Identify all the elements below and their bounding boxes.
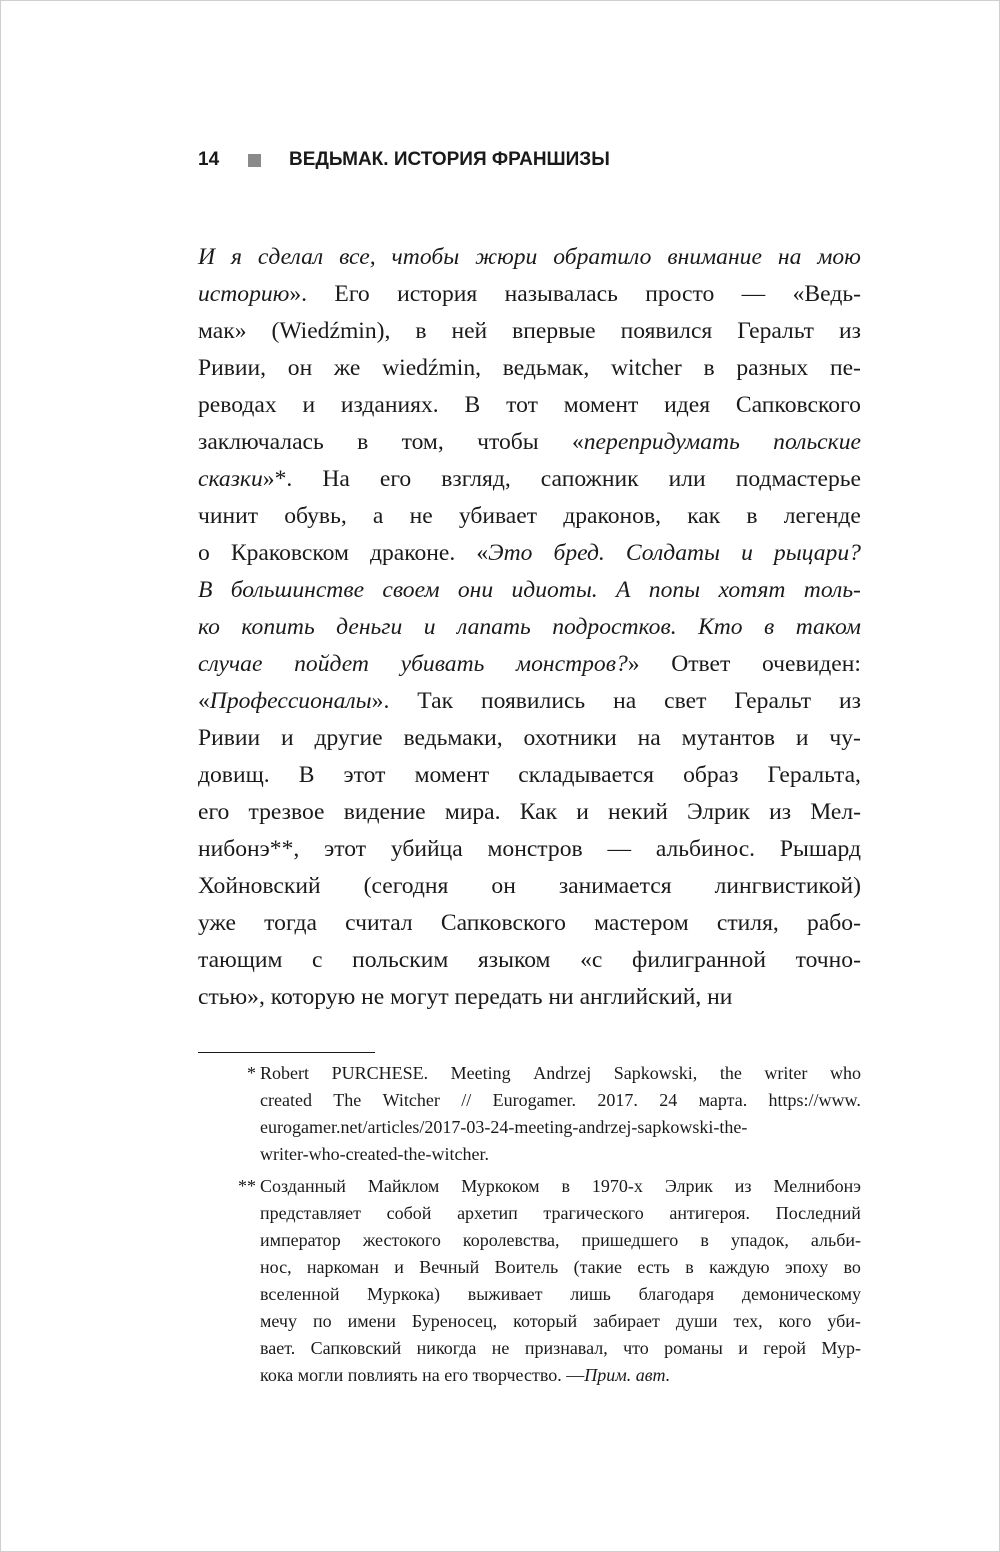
- word: разных: [736, 355, 809, 381]
- word: этот: [343, 762, 386, 788]
- footnote-line: [260, 1335, 861, 1362]
- word: Вечный: [419, 1257, 480, 1277]
- word: Элрик: [664, 1176, 713, 1196]
- word: —: [607, 836, 632, 862]
- word: Элрик: [687, 799, 750, 825]
- footnote-line: [260, 1141, 861, 1168]
- italic-run: Прим. авт.: [584, 1365, 671, 1385]
- word: Ривии,: [198, 355, 267, 381]
- word: другие: [314, 725, 383, 751]
- footnote-line: [260, 1200, 861, 1227]
- word: 24: [659, 1090, 678, 1110]
- word: довищ.: [198, 762, 270, 788]
- text-line: [198, 609, 861, 646]
- word: никогда: [416, 1338, 477, 1358]
- word: образ: [683, 762, 739, 788]
- word: внимание: [667, 244, 762, 270]
- word: лингвистикой): [714, 873, 861, 899]
- word: толь-: [803, 577, 861, 603]
- word: польским: [352, 947, 449, 973]
- word: эпоху: [784, 1257, 829, 1277]
- word: 1970-х: [591, 1176, 643, 1196]
- word: «Профессионалы».: [198, 688, 390, 714]
- word: или: [668, 466, 706, 492]
- word: вает.: [260, 1338, 296, 1358]
- word: заключалась: [198, 429, 324, 455]
- footnote-line: [260, 1114, 861, 1141]
- footnote-mark: *: [247, 1063, 256, 1083]
- word: души: [675, 1311, 718, 1331]
- word: монстров: [487, 836, 583, 862]
- word: альбинос.: [655, 836, 756, 862]
- word: ведьмаки,: [403, 725, 503, 751]
- word: история: [397, 281, 478, 307]
- word: writer: [764, 1063, 808, 1083]
- word: 2017.: [597, 1090, 638, 1110]
- word: в: [685, 1257, 694, 1277]
- text-line: [198, 461, 861, 498]
- word: Созданный: [260, 1176, 346, 1196]
- word: я: [231, 244, 242, 270]
- text-line: [198, 905, 861, 942]
- word: (сегодня: [363, 873, 449, 899]
- word: а: [372, 503, 384, 529]
- word: мастером: [594, 910, 689, 936]
- word: демоническому: [741, 1284, 861, 1304]
- word: о: [198, 540, 210, 566]
- word: и: [394, 1257, 404, 1277]
- word: благодаря: [638, 1284, 715, 1304]
- word: //: [461, 1090, 472, 1110]
- word: Ответ: [671, 651, 731, 677]
- word: (такие: [573, 1257, 623, 1277]
- word: изданиях.: [340, 392, 439, 418]
- word: филигранной: [632, 947, 766, 973]
- word: уби-: [827, 1311, 861, 1331]
- word: Сапковский: [310, 1338, 402, 1358]
- word: чинит: [198, 503, 259, 529]
- footnote-line: [260, 1173, 861, 1200]
- word: из: [839, 688, 861, 714]
- word: жестокого: [362, 1230, 441, 1250]
- word: мечу: [260, 1311, 297, 1331]
- word: На: [322, 466, 350, 492]
- word: лапать: [457, 614, 531, 640]
- word: и: [302, 392, 316, 418]
- word: и: [741, 540, 753, 566]
- word: «перепридумать: [571, 429, 740, 455]
- text-line: [198, 498, 861, 535]
- word: идиоты.: [511, 577, 598, 603]
- word: Ривии: [198, 725, 261, 751]
- word: на: [613, 688, 637, 714]
- word: не: [491, 1338, 510, 1358]
- word: «с: [580, 947, 603, 973]
- word: архетип: [457, 1203, 518, 1223]
- word: в: [415, 318, 427, 344]
- word: Муркока): [367, 1284, 441, 1304]
- footnote-line: [260, 1281, 861, 1308]
- word: пришедшего: [581, 1230, 679, 1250]
- word: wiedźmin,: [382, 355, 482, 381]
- word: в: [746, 503, 758, 529]
- word: Andrzej: [533, 1063, 592, 1083]
- word: таком: [795, 614, 861, 640]
- word: Мел-: [810, 799, 861, 825]
- footnote-line: [260, 1362, 861, 1389]
- text-line: [198, 942, 861, 979]
- word: Sapkowski,: [613, 1063, 698, 1083]
- word: попы: [648, 577, 701, 603]
- word: Краковском: [230, 540, 349, 566]
- word: деньги: [336, 614, 403, 640]
- word: не: [409, 503, 433, 529]
- word: имени: [347, 1311, 396, 1331]
- word: каждую: [709, 1257, 770, 1277]
- word: большинстве: [230, 577, 365, 603]
- word: чу-: [829, 725, 861, 751]
- text-line: [198, 868, 861, 905]
- word: представляет: [260, 1203, 361, 1223]
- word: убийца: [390, 836, 463, 862]
- word: в: [703, 355, 715, 381]
- word: Воитель: [494, 1257, 559, 1277]
- word: появились: [480, 688, 586, 714]
- word: и: [423, 614, 436, 640]
- text-line: [198, 572, 861, 609]
- word: рабо-: [807, 910, 861, 936]
- word: просто: [645, 281, 715, 307]
- word: из: [838, 318, 861, 344]
- text-line: [198, 831, 861, 868]
- footnote-line: [260, 1308, 861, 1335]
- word: The: [333, 1090, 362, 1110]
- word: сапожник: [540, 466, 639, 492]
- word: нибонэ**,: [198, 836, 300, 862]
- word: называлась: [504, 281, 618, 307]
- word: впервые: [512, 318, 596, 344]
- text-line: [198, 387, 861, 424]
- word: created: [260, 1090, 312, 1110]
- word: подмастерье: [735, 466, 861, 492]
- word: «Это: [476, 540, 533, 566]
- word: он: [491, 873, 516, 899]
- text-line: [198, 239, 861, 276]
- word: Мур-: [821, 1338, 861, 1358]
- footnotes: [198, 1060, 861, 1394]
- word: драконов,: [563, 503, 662, 529]
- footnote-line: [260, 1254, 861, 1281]
- word: Буреносец,: [411, 1311, 498, 1331]
- word: момент: [414, 762, 490, 788]
- word: тот: [506, 392, 538, 418]
- word: он: [287, 355, 313, 381]
- word: убивает: [458, 503, 538, 529]
- word: убивать: [400, 651, 485, 677]
- word: Последний: [775, 1203, 861, 1223]
- text-line: [198, 794, 861, 831]
- word: в: [357, 429, 369, 455]
- word: бред.: [553, 540, 605, 566]
- word: PURCHESE.: [331, 1063, 429, 1083]
- word: что: [623, 1338, 649, 1358]
- word: считал: [345, 910, 413, 936]
- word: и: [795, 725, 809, 751]
- word: eurogamer.net/articles/2017-03-24-meeting-andrzej-sapkowski-the-: [260, 1117, 748, 1137]
- word: император: [260, 1230, 341, 1250]
- word: и: [281, 725, 294, 751]
- word: на: [637, 725, 661, 751]
- text-line: [198, 720, 861, 757]
- word: хотят: [718, 577, 786, 603]
- word: в: [561, 1176, 570, 1196]
- word: сделал: [257, 244, 324, 270]
- word: все,: [339, 244, 376, 270]
- word: монстров?»: [516, 651, 640, 677]
- word: чтобы: [391, 244, 460, 270]
- text-line: [198, 535, 861, 572]
- word: Мелнибонэ: [773, 1176, 861, 1196]
- word: обувь,: [284, 503, 347, 529]
- word: обратило: [553, 244, 652, 270]
- text-run: кока могли повлиять на его творчество. —: [260, 1365, 585, 1385]
- word: ко: [198, 614, 220, 640]
- word: пойдет: [294, 651, 369, 677]
- word: занимается: [558, 873, 672, 899]
- word: трезвое: [248, 799, 325, 825]
- word: королевства,: [462, 1230, 560, 1250]
- word: Хойновский: [198, 873, 321, 899]
- word: реводах: [198, 392, 277, 418]
- text-line: [198, 350, 861, 387]
- word: the: [719, 1063, 742, 1083]
- square-bullet-icon: [248, 154, 261, 167]
- footnote-line: [260, 1227, 861, 1254]
- word: из: [734, 1176, 752, 1196]
- word: складывается: [518, 762, 654, 788]
- word: Как: [519, 799, 558, 825]
- word: копить: [241, 614, 315, 640]
- word: момент: [563, 392, 639, 418]
- word: польские: [773, 429, 861, 455]
- word: его: [198, 799, 230, 825]
- word: который: [513, 1311, 578, 1331]
- word: случае: [198, 651, 263, 677]
- word: точно-: [795, 947, 861, 973]
- word: ведьмак,: [502, 355, 590, 381]
- word: https://www.: [768, 1090, 861, 1110]
- word: языком: [477, 947, 551, 973]
- word: Robert: [260, 1063, 309, 1083]
- text-line: [198, 313, 861, 350]
- word: во: [843, 1257, 861, 1277]
- word: Геральт: [737, 318, 814, 344]
- word: видение: [343, 799, 426, 825]
- word: идея: [664, 392, 711, 418]
- footnote-line: [260, 1060, 861, 1087]
- word: в: [700, 1230, 709, 1250]
- word: стиля,: [716, 910, 779, 936]
- word: появился: [620, 318, 713, 344]
- word: подростков.: [552, 614, 677, 640]
- word: охотники: [523, 725, 617, 751]
- word: Солдаты: [625, 540, 721, 566]
- word: марта.: [698, 1090, 748, 1110]
- word: романы: [664, 1338, 723, 1358]
- word: пе-: [829, 355, 861, 381]
- word: И: [198, 244, 216, 270]
- footnote-divider: [198, 1052, 375, 1053]
- word: «Ведь-: [792, 281, 861, 307]
- word: жюри: [475, 244, 538, 270]
- text-line: [198, 979, 861, 1016]
- word: Муркоком: [461, 1176, 540, 1196]
- text-line: [198, 424, 861, 461]
- word: В: [464, 392, 481, 418]
- word: тех,: [733, 1311, 763, 1331]
- word: В: [298, 762, 315, 788]
- word: выживает: [467, 1284, 543, 1304]
- word: его: [379, 466, 412, 492]
- word: упадок,: [730, 1230, 789, 1250]
- text-line: [198, 646, 861, 683]
- word: драконе.: [369, 540, 456, 566]
- word: трагического: [543, 1203, 644, 1223]
- word: этот: [324, 836, 367, 862]
- word: же: [333, 355, 361, 381]
- word: рыцари?: [773, 540, 861, 566]
- footnote-mark: **: [238, 1176, 256, 1196]
- word: есть: [637, 1257, 670, 1277]
- word: вселенной: [260, 1284, 340, 1304]
- word: лишь: [570, 1284, 611, 1304]
- word: альби-: [810, 1230, 861, 1250]
- word: как: [687, 503, 721, 529]
- word: по: [312, 1311, 332, 1331]
- word: том,: [401, 429, 444, 455]
- word: антигероя.: [669, 1203, 751, 1223]
- word: они: [457, 577, 494, 603]
- footnote: [198, 1060, 861, 1168]
- word: мою: [817, 244, 861, 270]
- word: некий: [608, 799, 668, 825]
- word: В: [198, 577, 213, 603]
- text-line: [198, 757, 861, 794]
- word: на: [777, 244, 802, 270]
- word: —: [741, 281, 766, 307]
- word: признавал,: [524, 1338, 608, 1358]
- word: сказки»*.: [198, 466, 293, 492]
- word: уже: [198, 910, 236, 936]
- word: тающим: [198, 947, 283, 973]
- word: тогда: [264, 910, 317, 936]
- word: who: [829, 1063, 861, 1083]
- word: нос,: [260, 1257, 292, 1277]
- word: witcher: [611, 355, 682, 381]
- word: герой: [763, 1338, 807, 1358]
- word: Сапковского: [735, 392, 861, 418]
- word: кого: [778, 1311, 812, 1331]
- word: ней: [451, 318, 488, 344]
- word: взгляд,: [441, 466, 511, 492]
- word: в: [764, 614, 775, 640]
- word: забирает: [593, 1311, 660, 1331]
- word: своем: [382, 577, 440, 603]
- word: Так: [417, 688, 454, 714]
- word: А: [616, 577, 631, 603]
- word: (Wiedźmin),: [271, 318, 391, 344]
- body-text: [198, 239, 861, 1016]
- footnote-line: [260, 1087, 861, 1114]
- word: очевиден:: [762, 651, 861, 677]
- page-number: 14: [198, 149, 220, 170]
- running-header: [198, 147, 898, 173]
- text-line: [198, 683, 861, 720]
- word: мак»: [198, 318, 247, 344]
- word: Eurogamer.: [492, 1090, 577, 1110]
- word: историю».: [198, 281, 308, 307]
- word: Witcher: [382, 1090, 440, 1110]
- word: наркоман: [306, 1257, 379, 1277]
- text-run: writer-who-created-the-witcher.: [260, 1144, 490, 1164]
- word: с: [312, 947, 323, 973]
- word: Рышард: [779, 836, 861, 862]
- word: мутантов: [681, 725, 775, 751]
- running-title: ВЕДЬМАК. ИСТОРИЯ ФРАНШИЗЫ: [289, 149, 610, 170]
- word: собой: [386, 1203, 432, 1223]
- word: и: [576, 799, 589, 825]
- word: мира.: [444, 799, 501, 825]
- word: Meeting: [450, 1063, 511, 1083]
- footnote: [198, 1173, 861, 1389]
- text-run: стью», которую не могут передать ни английский, ни: [198, 984, 733, 1010]
- word: чтобы: [477, 429, 539, 455]
- word: Сапковского: [440, 910, 566, 936]
- word: свет: [664, 688, 707, 714]
- word: легенде: [783, 503, 861, 529]
- word: Геральт: [734, 688, 812, 714]
- word: из: [769, 799, 792, 825]
- text-line: [198, 276, 861, 313]
- word: Его: [334, 281, 370, 307]
- word: Кто: [698, 614, 743, 640]
- word: Геральта,: [767, 762, 861, 788]
- word: Майклом: [367, 1176, 440, 1196]
- word: и: [738, 1338, 748, 1358]
